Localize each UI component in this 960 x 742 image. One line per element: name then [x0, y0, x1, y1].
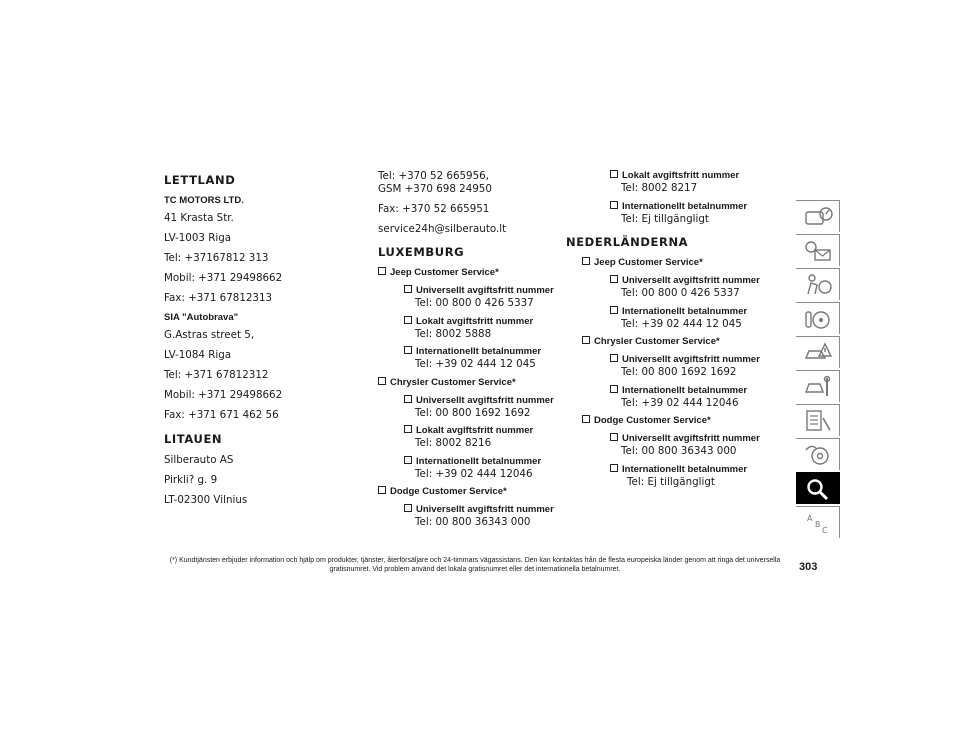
address-line: Silberauto AS [164, 453, 234, 466]
fax-line: Fax: +371 671 462 56 [164, 409, 279, 421]
service-chrysler: Chrysler Customer Service* [378, 377, 578, 389]
checkbox-icon [378, 377, 386, 385]
service-entry: Internationellt betalnummer Tel: +39 02 444 12 045 [404, 346, 578, 371]
tab-safety[interactable] [796, 268, 840, 300]
service-entry: Universellt avgiftsfritt nummer Tel: 00 800 1692 1692 [610, 354, 794, 379]
phone-line: Tel: +37167812 313 [164, 252, 269, 264]
email-line: service24h@silberauto.lt [378, 222, 507, 235]
svg-text:C: C [822, 526, 828, 535]
checkbox-icon [404, 395, 412, 403]
checkbox-icon [404, 285, 412, 293]
svg-text:B: B [815, 520, 821, 529]
service-entry: Internationellt betalnummer Tel: Ej tillgängligt [610, 201, 794, 226]
address-line: LV-1003 Riga [164, 232, 232, 244]
service-chrysler: Chrysler Customer Service* [582, 336, 794, 348]
warning-envelope-icon [803, 238, 833, 264]
steering-wheel-icon [803, 306, 833, 332]
search-icon [803, 476, 833, 502]
car-crash-icon [803, 340, 833, 366]
address-line: Pirkli? g. 9 [164, 473, 218, 486]
service-dodge: Dodge Customer Service* [582, 415, 794, 427]
service-entry: Universellt avgiftsfritt nummer Tel: 00 800 36343 000 [404, 504, 578, 529]
tab-multimedia[interactable] [796, 438, 840, 470]
multimedia-disc-icon [803, 442, 833, 468]
service-entry: Universellt avgiftsfritt nummer Tel: 00 800 0 426 5337 [404, 285, 578, 310]
gsm-line: GSM +370 698 24950 [378, 182, 492, 195]
tab-technical[interactable] [796, 404, 840, 436]
checkbox-icon [404, 316, 412, 324]
service-entry: Universellt avgiftsfritt nummer Tel: 00 800 1692 1692 [404, 395, 578, 420]
tab-dashboard[interactable] [796, 200, 840, 232]
person-seatbelt-icon [803, 272, 833, 298]
tab-driving[interactable] [796, 302, 840, 334]
checkbox-icon [582, 257, 590, 265]
address-line: 41 Krasta Str. [164, 212, 234, 224]
service-entry: Internationellt betalnummer Tel: +39 02 444 12 045 [610, 306, 794, 331]
tab-service[interactable] [796, 370, 840, 402]
index-letters-icon [803, 510, 833, 536]
checkbox-icon [582, 336, 590, 344]
service-jeep: Jeep Customer Service* [378, 267, 578, 279]
phone-line: Tel: +370 52 665956, [378, 170, 489, 182]
checkbox-icon [610, 275, 618, 283]
column-2 [378, 170, 578, 535]
heading-lithuania: LITAUEN [164, 431, 223, 446]
checkbox-icon [610, 385, 618, 393]
checkbox-icon [404, 504, 412, 512]
address-line: G.Astras street 5, [164, 329, 255, 341]
footnote: (*) Kundtjänsten erbjuder information och hjälp om produkter, tjänster, återförsäljare och 24-timmars vägassistans. Den kan kontaktas från de flesta europeiska länder genom att ringa det universella gratisnumret. Vid problem använd det lokala gratisnumret eller det internationella betalnumret. [169, 557, 781, 573]
service-entry: Internationellt betalnummer Tel: Ej tillgängligt [610, 464, 794, 489]
checkbox-icon [610, 306, 618, 314]
page-number: 303 [799, 561, 818, 573]
checkbox-icon [378, 486, 386, 494]
heading-netherlands: NEDERLÄNDERNA [566, 235, 689, 249]
service-entry: Universellt avgiftsfritt nummer Tel: 00 800 0 426 5337 [610, 275, 794, 300]
checkbox-icon [582, 415, 590, 423]
checkbox-icon [610, 464, 618, 472]
address-line: LV-1084 Riga [164, 349, 232, 361]
service-jeep: Jeep Customer Service* [582, 257, 794, 269]
heading-luxembourg: LUXEMBURG [378, 245, 465, 259]
mobile-line: Mobil: +371 29498662 [164, 389, 283, 401]
svg-text:A: A [807, 514, 813, 523]
checkbox-icon [404, 346, 412, 354]
company-tc-motors: TC MOTORS LTD. [164, 195, 244, 206]
chapter-sidebar [796, 200, 840, 540]
checkbox-icon [378, 267, 386, 275]
checkbox-icon [610, 354, 618, 362]
phone-line: Tel: +371 67812312 [164, 369, 269, 381]
checkbox-icon [610, 433, 618, 441]
service-entry: Lokalt avgiftsfritt nummer Tel: 8002 8217 [610, 170, 794, 195]
tab-index-search[interactable] [796, 472, 840, 504]
mobile-line: Mobil: +371 29498662 [164, 272, 283, 284]
tab-warnings[interactable] [796, 234, 840, 266]
column-3 [566, 170, 794, 494]
checkbox-icon [610, 201, 618, 209]
service-entry: Lokalt avgiftsfritt nummer Tel: 8002 5888 [404, 316, 578, 341]
tab-index[interactable] [796, 506, 840, 538]
heading-latvia: LETTLAND [164, 173, 236, 187]
column-1 [164, 170, 364, 514]
service-dodge: Dodge Customer Service* [378, 486, 578, 498]
checkbox-icon [404, 456, 412, 464]
car-wrench-icon [803, 374, 833, 400]
address-line: LT-02300 Vilnius [164, 493, 248, 506]
service-entry: Universellt avgiftsfritt nummer Tel: 00 800 36343 000 [610, 433, 794, 458]
tab-emergency[interactable] [796, 336, 840, 368]
list-wrench-icon [803, 408, 833, 434]
fax-line: Fax: +371 67812313 [164, 292, 273, 304]
fax-line: Fax: +370 52 665951 [378, 202, 490, 215]
dashboard-gauge-icon [803, 204, 833, 230]
checkbox-icon [404, 425, 412, 433]
checkbox-icon [610, 170, 618, 178]
service-entry: Lokalt avgiftsfritt nummer Tel: 8002 8216 [404, 425, 578, 450]
company-autobrava: SIA "Autobrava" [164, 312, 239, 323]
service-entry: Internationellt betalnummer Tel: +39 02 444 12046 [404, 456, 578, 481]
service-entry: Internationellt betalnummer Tel: +39 02 444 12046 [610, 385, 794, 410]
